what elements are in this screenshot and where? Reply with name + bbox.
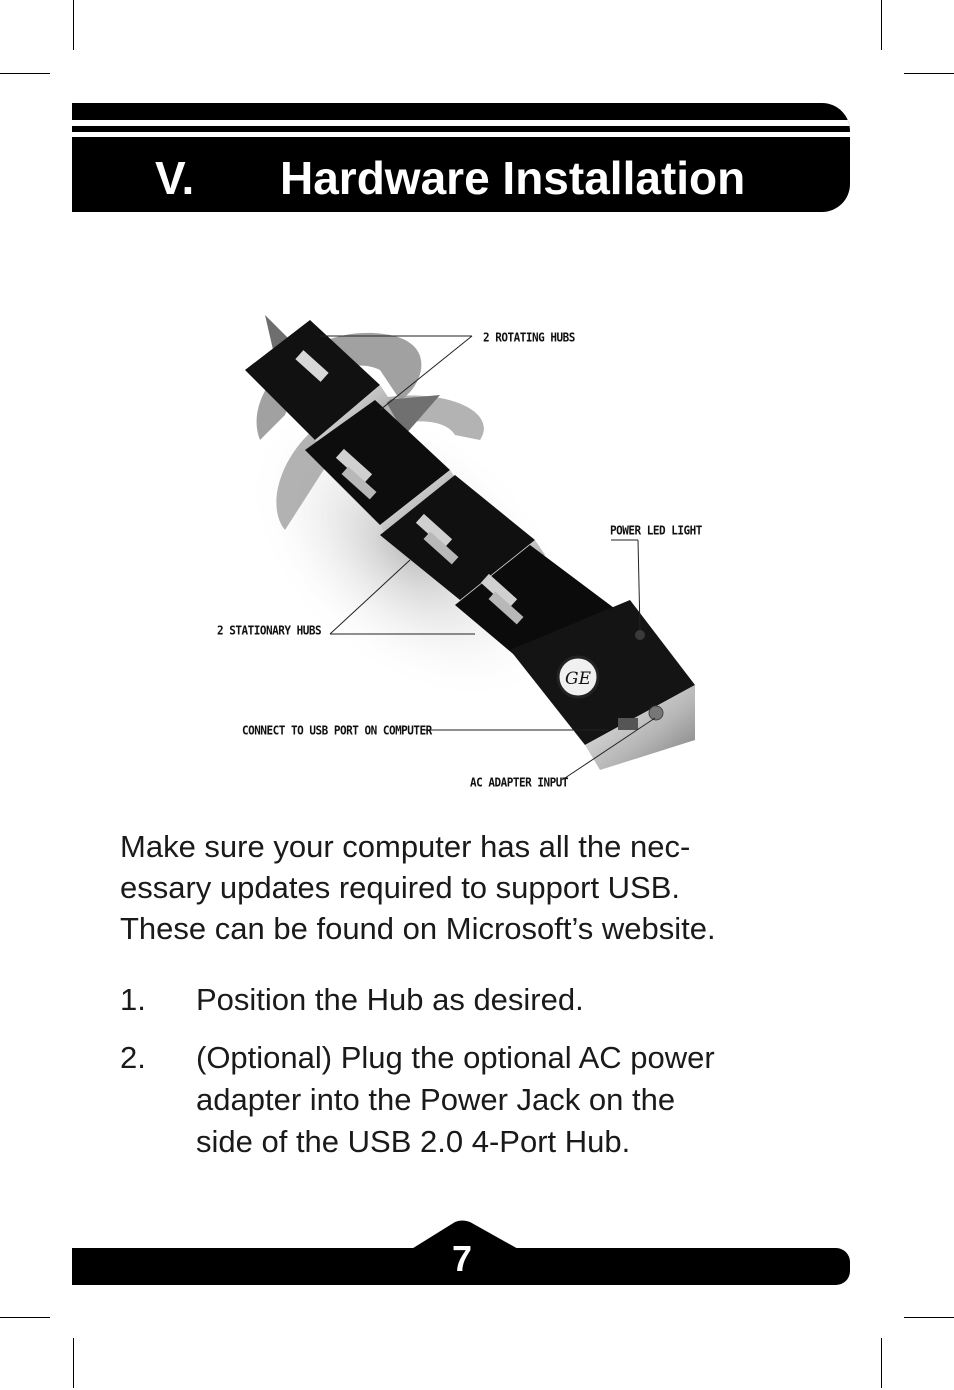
crop-mark bbox=[881, 1338, 882, 1388]
intro-line: These can be found on Microsoft’s website. bbox=[120, 911, 716, 946]
step-line: (Optional) Plug the optional AC power bbox=[196, 1040, 715, 1075]
section-title: Hardware Installation bbox=[280, 152, 746, 204]
crop-mark bbox=[73, 1338, 74, 1388]
section-number: V. bbox=[155, 152, 195, 204]
section-header bbox=[0, 146, 954, 210]
callout-usb-port: CONNECT TO USB PORT ON COMPUTER bbox=[242, 723, 432, 738]
crop-mark bbox=[904, 1317, 954, 1318]
step-line: Position the Hub as desired. bbox=[196, 982, 584, 1017]
step-line: side of the USB 2.0 4-Port Hub. bbox=[196, 1124, 631, 1159]
step-item bbox=[120, 1037, 840, 1163]
ge-logo-text: GE bbox=[565, 669, 591, 689]
crop-mark bbox=[0, 73, 50, 74]
step-number: 1. bbox=[120, 982, 146, 1017]
power-jack-icon bbox=[649, 706, 663, 720]
step-line: adapter into the Power Jack on the bbox=[196, 1082, 676, 1117]
intro-line: Make sure your computer has all the nec- bbox=[120, 829, 691, 864]
page-number: 7 bbox=[451, 1238, 473, 1279]
callout-stationary-hubs: 2 STATIONARY HUBS bbox=[217, 623, 322, 638]
step-item bbox=[120, 979, 840, 1021]
callout-power-led: POWER LED LIGHT bbox=[610, 523, 702, 538]
crop-mark bbox=[904, 73, 954, 74]
installation-steps bbox=[120, 979, 840, 1179]
step-number: 2. bbox=[120, 1040, 146, 1075]
intro-paragraph bbox=[120, 826, 820, 949]
intro-line: essary updates required to support USB. bbox=[120, 870, 681, 905]
usb-hub-illustration bbox=[200, 300, 720, 810]
callout-rotating-hubs: 2 ROTATING HUBS bbox=[483, 330, 575, 345]
crop-mark bbox=[73, 0, 74, 50]
crop-mark bbox=[0, 1317, 50, 1318]
crop-mark bbox=[881, 0, 882, 50]
usb-port-icon bbox=[618, 718, 638, 730]
power-led-icon bbox=[635, 630, 645, 640]
callout-ac-adapter: AC ADAPTER INPUT bbox=[470, 775, 568, 790]
